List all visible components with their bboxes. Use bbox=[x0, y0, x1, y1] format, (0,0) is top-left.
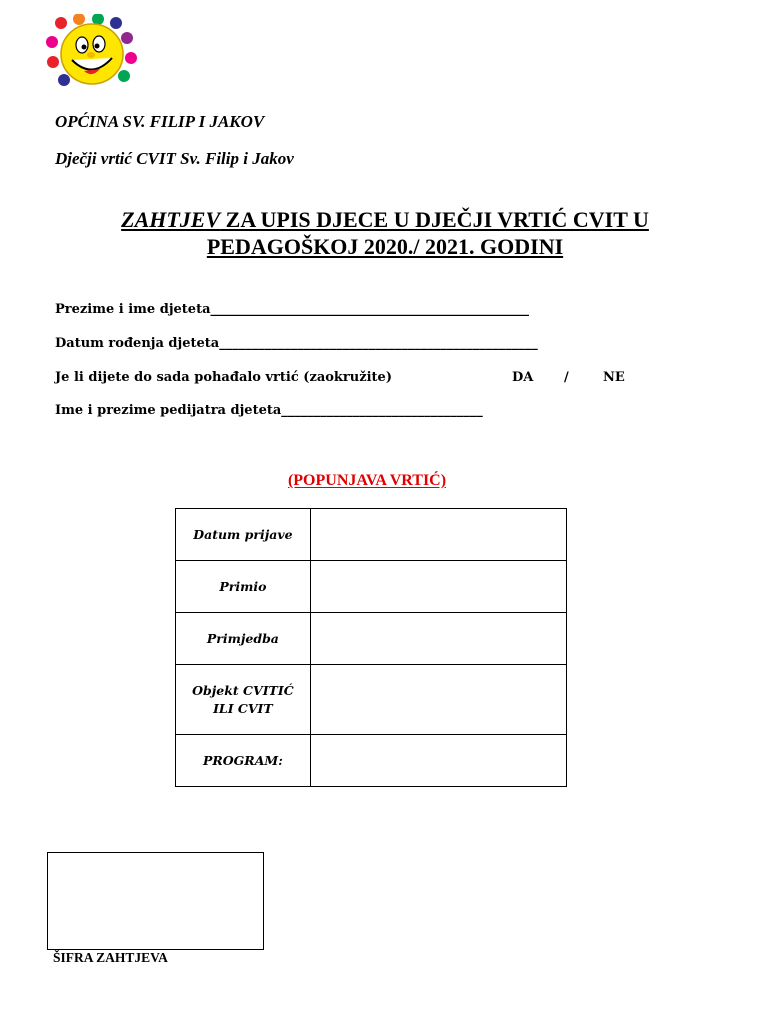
request-code-label: ŠIFRA ZAHTJEVA bbox=[53, 950, 168, 965]
title-request-word: ZAHTJEV bbox=[121, 207, 221, 232]
logo-petal bbox=[110, 17, 122, 29]
facility-cell[interactable] bbox=[310, 665, 566, 735]
pediatrician-field[interactable]: Ime i prezime pedijatra djeteta_______________________________ bbox=[55, 403, 483, 418]
attended-question: Je li dijete do sada pohađalo vrtić (zaokružite) bbox=[55, 370, 392, 385]
date-of-application-cell[interactable] bbox=[310, 509, 566, 561]
row-label: Primjedba bbox=[176, 613, 311, 665]
child-name-field[interactable]: Prezime i ime djeteta_________________________________________________ bbox=[55, 302, 529, 317]
yes-option[interactable]: DA bbox=[512, 370, 534, 385]
no-option[interactable]: NE bbox=[603, 370, 625, 385]
logo-petal bbox=[55, 17, 67, 29]
program-cell[interactable] bbox=[310, 735, 566, 787]
table-row bbox=[176, 613, 567, 665]
title-line-2: PEDAGOŠKOJ 2020./ 2021. GODINI bbox=[206, 234, 564, 259]
smiling-sun-logo-icon bbox=[44, 14, 144, 96]
logo-petal bbox=[118, 70, 130, 82]
table-row bbox=[176, 509, 567, 561]
row-label-line-1: Objekt CVITIĆ bbox=[192, 682, 294, 698]
row-label bbox=[176, 665, 311, 735]
table-row bbox=[176, 735, 567, 787]
logo-petal bbox=[47, 56, 59, 68]
logo-petal bbox=[58, 74, 70, 86]
row-label: Primio bbox=[176, 561, 311, 613]
office-use-table bbox=[175, 508, 567, 787]
logo-petal bbox=[73, 14, 85, 25]
row-label: PROGRAM: bbox=[176, 735, 311, 787]
document-title bbox=[40, 206, 730, 260]
birth-date-field[interactable]: Datum rođenja djeteta_________________________________________________ bbox=[55, 336, 538, 351]
received-by-cell[interactable] bbox=[310, 561, 566, 613]
logo-petal bbox=[125, 52, 137, 64]
municipality-name: OPĆINA SV. FILIP I JAKOV bbox=[55, 112, 265, 131]
logo-petal bbox=[121, 32, 133, 44]
logo-petal bbox=[46, 36, 58, 48]
table-row bbox=[176, 665, 567, 735]
remark-cell[interactable] bbox=[310, 613, 566, 665]
kindergarten-name: Dječji vrtić CVIT Sv. Filip i Jakov bbox=[55, 149, 294, 168]
office-use-heading: (POPUNJAVA VRTIĆ) bbox=[287, 472, 447, 489]
request-code-box[interactable] bbox=[47, 852, 264, 950]
table-row bbox=[176, 561, 567, 613]
title-line-1: ZA UPIS DJECE U DJEČJI VRTIĆ CVIT U bbox=[220, 207, 649, 232]
option-separator: / bbox=[564, 370, 569, 385]
row-label-line-2: ILI CVIT bbox=[213, 700, 273, 716]
row-label: Datum prijave bbox=[176, 509, 311, 561]
